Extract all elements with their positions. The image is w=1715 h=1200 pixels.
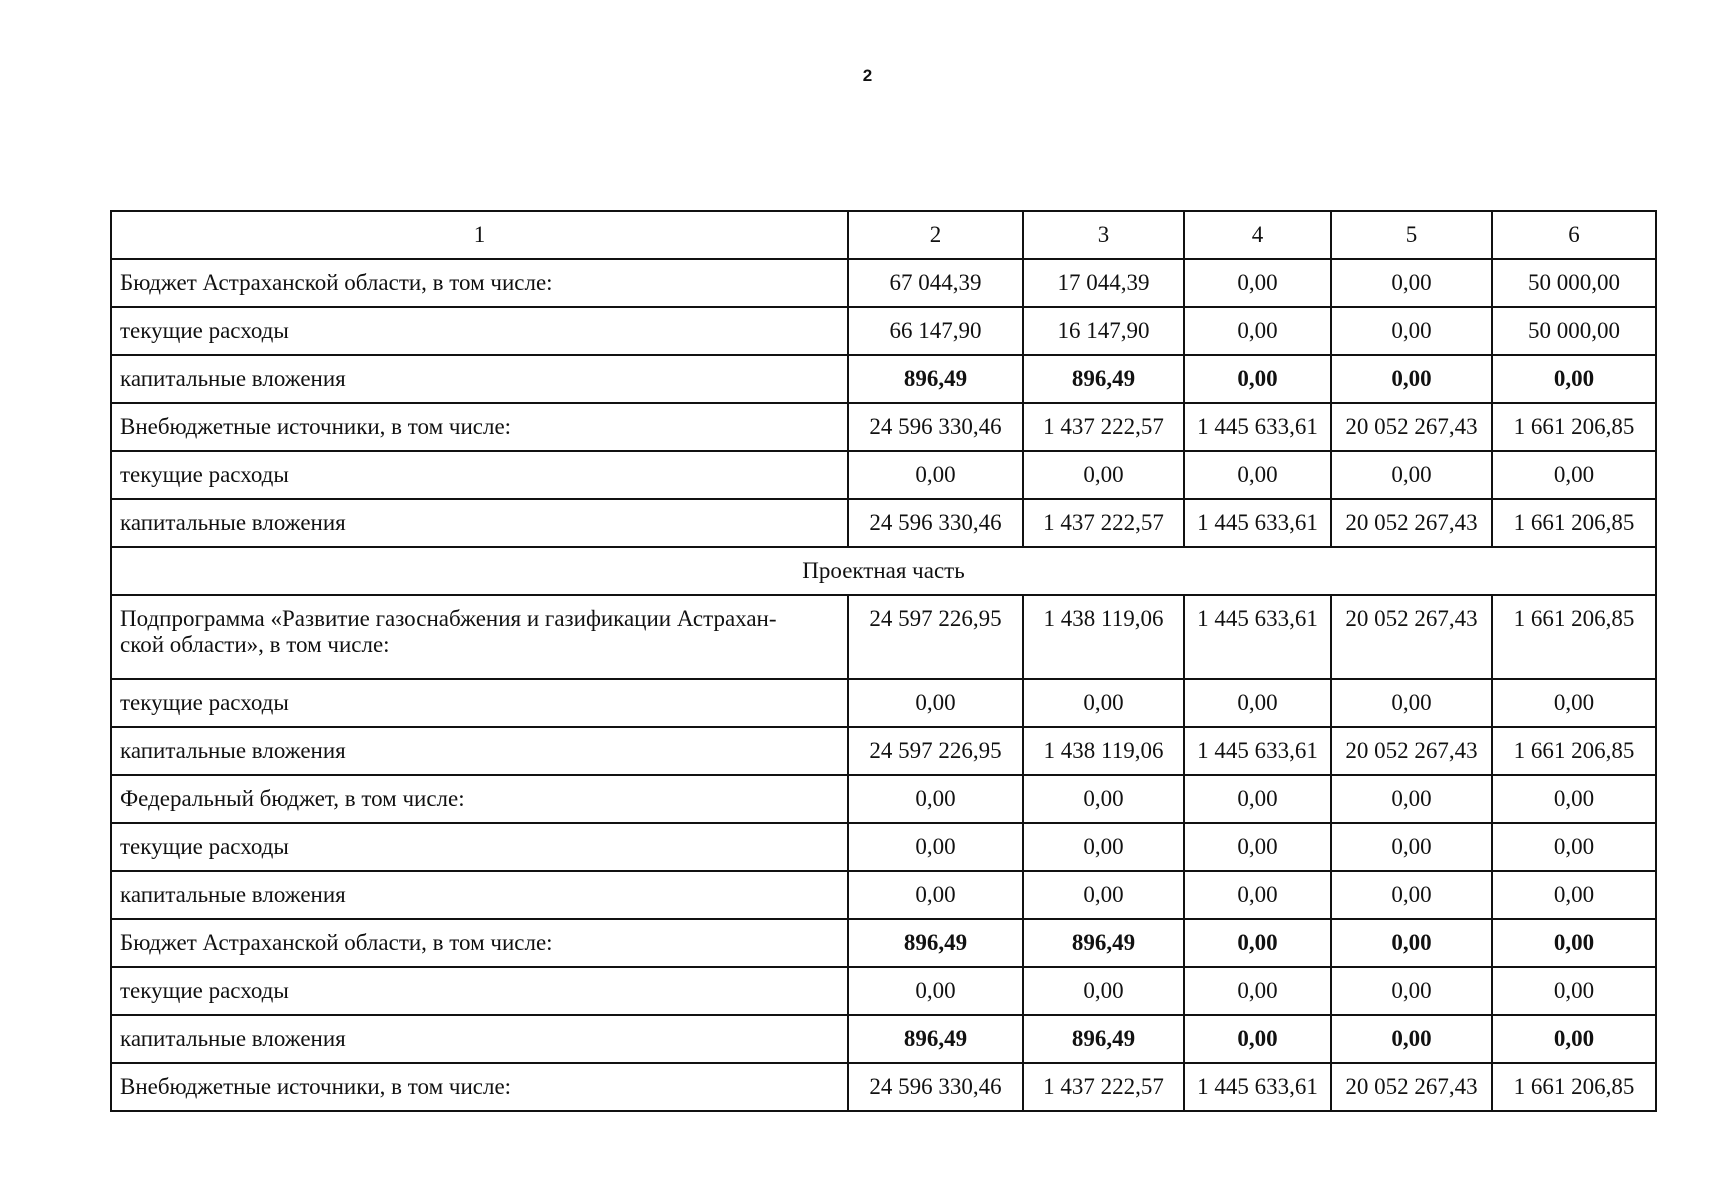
- value-cell: 0,00: [848, 775, 1023, 823]
- row-label: капитальные вложения: [111, 499, 848, 547]
- value-cell: 0,00: [1331, 823, 1492, 871]
- value-cell: 0,00: [1492, 1015, 1656, 1063]
- value-cell: 67 044,39: [848, 259, 1023, 307]
- row-label: текущие расходы: [111, 307, 848, 355]
- table-row: [111, 775, 1656, 823]
- value-cell: 1 445 633,61: [1184, 595, 1331, 679]
- table-row: [111, 307, 1656, 355]
- table-row: [111, 355, 1656, 403]
- table-body: [111, 259, 1656, 1111]
- value-cell: 1 661 206,85: [1492, 403, 1656, 451]
- value-cell: 0,00: [1184, 679, 1331, 727]
- page-number: 2: [862, 66, 873, 85]
- table-row: [111, 823, 1656, 871]
- value-cell: 1 445 633,61: [1184, 403, 1331, 451]
- value-cell: 0,00: [1023, 967, 1184, 1015]
- value-cell: 0,00: [1184, 451, 1331, 499]
- value-cell: 16 147,90: [1023, 307, 1184, 355]
- value-cell: 1 438 119,06: [1023, 727, 1184, 775]
- table-row: [111, 919, 1656, 967]
- value-cell: 1 445 633,61: [1184, 727, 1331, 775]
- table-row: [111, 499, 1656, 547]
- value-cell: 0,00: [1023, 823, 1184, 871]
- value-cell: 0,00: [1331, 355, 1492, 403]
- value-cell: 0,00: [1184, 1015, 1331, 1063]
- value-cell: 0,00: [848, 451, 1023, 499]
- row-label: Внебюджетные источники, в том числе:: [111, 1063, 848, 1111]
- table-row: [111, 259, 1656, 307]
- value-cell: 0,00: [1184, 307, 1331, 355]
- value-cell: 20 052 267,43: [1331, 403, 1492, 451]
- column-header-5: 5: [1331, 211, 1492, 259]
- value-cell: 0,00: [1492, 679, 1656, 727]
- table-row: [111, 967, 1656, 1015]
- value-cell: 0,00: [1184, 259, 1331, 307]
- column-header-4: 4: [1184, 211, 1331, 259]
- value-cell: 0,00: [1492, 355, 1656, 403]
- value-cell: 50 000,00: [1492, 259, 1656, 307]
- value-cell: 0,00: [1331, 307, 1492, 355]
- value-cell: 20 052 267,43: [1331, 1063, 1492, 1111]
- column-header-3: 3: [1023, 211, 1184, 259]
- value-cell: 0,00: [1492, 967, 1656, 1015]
- value-cell: 20 052 267,43: [1331, 727, 1492, 775]
- value-cell: 0,00: [1492, 451, 1656, 499]
- value-cell: 50 000,00: [1492, 307, 1656, 355]
- value-cell: 0,00: [1331, 679, 1492, 727]
- section-row: [111, 547, 1656, 595]
- value-cell: 0,00: [1184, 871, 1331, 919]
- value-cell: 0,00: [1184, 967, 1331, 1015]
- table-row: [111, 727, 1656, 775]
- value-cell: 0,00: [1331, 967, 1492, 1015]
- value-cell: 66 147,90: [848, 307, 1023, 355]
- value-cell: 0,00: [1492, 775, 1656, 823]
- value-cell: 24 596 330,46: [848, 403, 1023, 451]
- value-cell: 0,00: [1492, 823, 1656, 871]
- row-label: капитальные вложения: [111, 727, 848, 775]
- value-cell: 0,00: [1492, 871, 1656, 919]
- value-cell: 0,00: [1331, 451, 1492, 499]
- value-cell: 896,49: [1023, 919, 1184, 967]
- value-cell: 0,00: [1023, 679, 1184, 727]
- table-row: [111, 679, 1656, 727]
- value-cell: 0,00: [1023, 451, 1184, 499]
- table-row: [111, 871, 1656, 919]
- row-label: капитальные вложения: [111, 355, 848, 403]
- value-cell: 0,00: [848, 823, 1023, 871]
- row-label: Бюджет Астраханской области, в том числе:: [111, 259, 848, 307]
- value-cell: 1 438 119,06: [1023, 595, 1184, 679]
- value-cell: 0,00: [848, 967, 1023, 1015]
- value-cell: 0,00: [1331, 919, 1492, 967]
- row-label: Бюджет Астраханской области, в том числе:: [111, 919, 848, 967]
- value-cell: 1 437 222,57: [1023, 403, 1184, 451]
- table-row: [111, 403, 1656, 451]
- column-header-1: 1: [111, 211, 848, 259]
- value-cell: 0,00: [848, 871, 1023, 919]
- value-cell: 0,00: [1331, 775, 1492, 823]
- value-cell: 1 661 206,85: [1492, 1063, 1656, 1111]
- value-cell: 0,00: [1023, 775, 1184, 823]
- value-cell: 24 596 330,46: [848, 499, 1023, 547]
- value-cell: 0,00: [1184, 919, 1331, 967]
- value-cell: 1 437 222,57: [1023, 1063, 1184, 1111]
- table-row: [111, 1015, 1656, 1063]
- section-title: Проектная часть: [111, 547, 1656, 595]
- table-row: [111, 451, 1656, 499]
- value-cell: 0,00: [1331, 1015, 1492, 1063]
- column-header-6: 6: [1492, 211, 1656, 259]
- value-cell: 0,00: [1331, 259, 1492, 307]
- value-cell: 1 661 206,85: [1492, 727, 1656, 775]
- value-cell: 896,49: [1023, 1015, 1184, 1063]
- value-cell: 24 597 226,95: [848, 727, 1023, 775]
- table-row: [111, 595, 1656, 679]
- table-row: [111, 1063, 1656, 1111]
- value-cell: 24 597 226,95: [848, 595, 1023, 679]
- value-cell: 1 661 206,85: [1492, 595, 1656, 679]
- value-cell: 20 052 267,43: [1331, 499, 1492, 547]
- value-cell: 0,00: [848, 679, 1023, 727]
- value-cell: 1 445 633,61: [1184, 1063, 1331, 1111]
- value-cell: 0,00: [1023, 871, 1184, 919]
- row-label: капитальные вложения: [111, 1015, 848, 1063]
- row-label: текущие расходы: [111, 823, 848, 871]
- value-cell: 1 661 206,85: [1492, 499, 1656, 547]
- row-label: текущие расходы: [111, 967, 848, 1015]
- value-cell: 896,49: [848, 355, 1023, 403]
- value-cell: 0,00: [1184, 355, 1331, 403]
- value-cell: 20 052 267,43: [1331, 595, 1492, 679]
- row-label: Внебюджетные источники, в том числе:: [111, 403, 848, 451]
- value-cell: 896,49: [848, 1015, 1023, 1063]
- value-cell: 1 445 633,61: [1184, 499, 1331, 547]
- value-cell: 24 596 330,46: [848, 1063, 1023, 1111]
- row-label: Подпрограмма «Развитие газоснабжения и газификации Астрахан- ской области», в том числе:: [111, 595, 848, 679]
- row-label: текущие расходы: [111, 451, 848, 499]
- value-cell: 0,00: [1331, 871, 1492, 919]
- value-cell: 0,00: [1492, 919, 1656, 967]
- row-label: Федеральный бюджет, в том числе:: [111, 775, 848, 823]
- row-label: текущие расходы: [111, 679, 848, 727]
- value-cell: 17 044,39: [1023, 259, 1184, 307]
- row-label: капитальные вложения: [111, 871, 848, 919]
- value-cell: 0,00: [1184, 775, 1331, 823]
- column-header-2: 2: [848, 211, 1023, 259]
- budget-table: [110, 210, 1657, 1112]
- value-cell: 896,49: [1023, 355, 1184, 403]
- value-cell: 1 437 222,57: [1023, 499, 1184, 547]
- value-cell: 896,49: [848, 919, 1023, 967]
- value-cell: 0,00: [1184, 823, 1331, 871]
- table-header-row: [111, 211, 1656, 259]
